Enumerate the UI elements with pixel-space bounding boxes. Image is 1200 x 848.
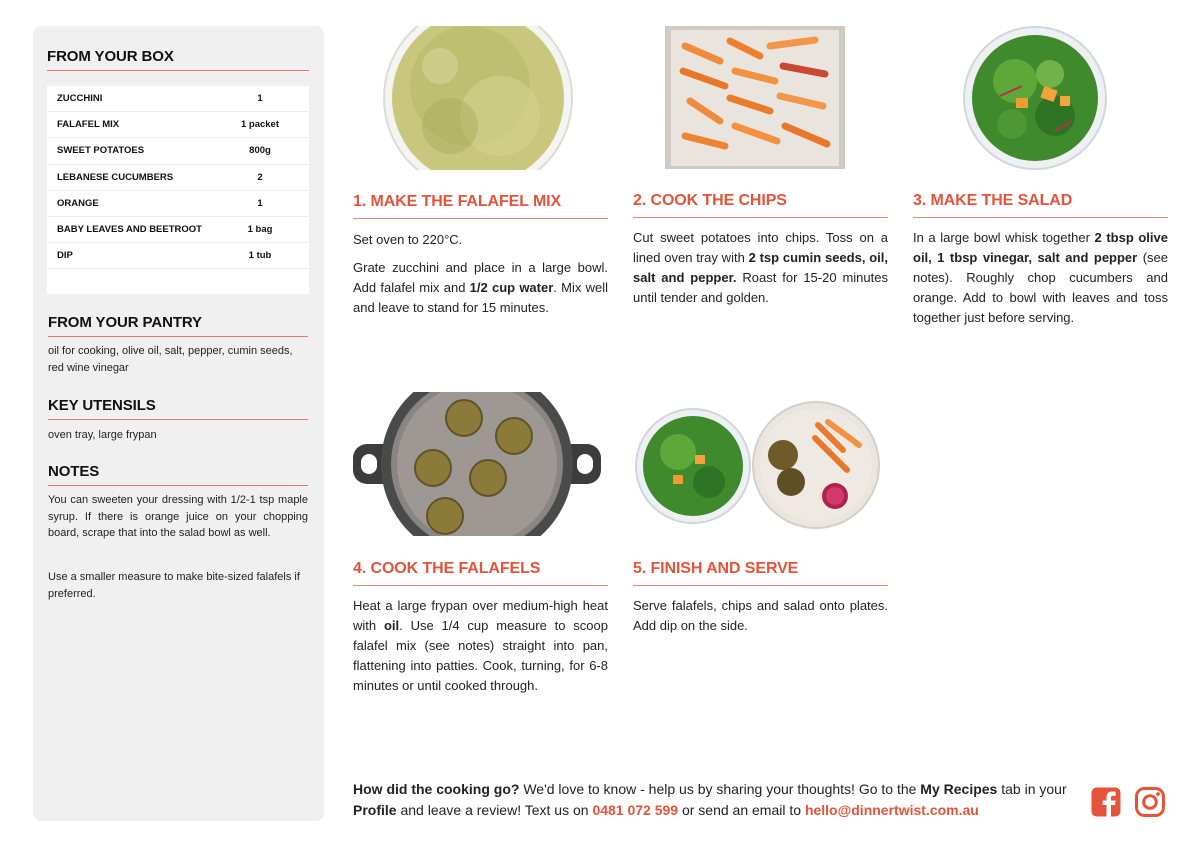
box-title: FROM YOUR BOX: [47, 48, 174, 65]
text: Roast for 15-20 minutes until tender and golden.: [633, 270, 888, 305]
step-5-p: Serve falafels, chips and salad onto plates. Add dip on the side.: [633, 598, 888, 633]
item-name: FALAFEL MIX: [57, 119, 120, 131]
divider: [47, 70, 309, 71]
step-1-p2: [353, 258, 608, 318]
text: Heat a large frypan over medium-high heat with: [353, 598, 608, 633]
sidebar: [33, 26, 324, 821]
step-1-p1: Set oven to 220°C.: [353, 232, 463, 247]
table-row: [47, 165, 309, 191]
bold-text: 2 tbsp olive oil, 1 tbsp vinegar, salt and pepper: [913, 230, 1168, 265]
text: tab in your: [997, 781, 1067, 797]
utensils-title: KEY UTENSILS: [48, 397, 156, 414]
facebook-icon[interactable]: [1090, 786, 1122, 818]
item-name: SWEET POTATOES: [57, 145, 145, 157]
step-4-title: 4. COOK THE FALAFELS: [353, 560, 541, 577]
divider: [48, 485, 308, 486]
bold-text: 1/2 cup water: [469, 280, 554, 295]
text: Cut sweet potatoes into chips. Toss on a lined oven tray with: [633, 230, 888, 265]
divider: [913, 217, 1168, 218]
salad-bowl-image: [960, 26, 1110, 170]
text: . Mix well and leave to stand for 15 minutes.: [353, 280, 608, 315]
step-4-text: [353, 596, 608, 704]
item-name: BABY LEAVES AND BEETROOT: [57, 224, 202, 236]
utensils-text: oven tray, large frypan: [48, 429, 157, 441]
bold-text: oil: [383, 618, 400, 633]
text: or send an email to: [678, 802, 805, 818]
pantry-title: FROM YOUR PANTRY: [48, 314, 202, 331]
box-items-table: [47, 86, 309, 294]
item-qty: 1: [257, 197, 263, 209]
step-5-title: 5. FINISH AND SERVE: [633, 560, 799, 577]
my-recipes-link[interactable]: My Recipes: [920, 781, 998, 797]
divider: [48, 336, 308, 337]
item-qty: 1: [257, 93, 263, 105]
notes-title: NOTES: [48, 463, 100, 480]
item-qty: 800g: [249, 145, 271, 157]
bold-text: 2 tsp cumin seeds, oil, salt and pepper.: [633, 250, 888, 285]
table-row: [47, 112, 309, 138]
item-name: ORANGE: [57, 197, 99, 209]
profile-link[interactable]: Profile: [353, 802, 397, 818]
text: . Use 1/4 cup measure to scoop falafel mix (see notes) straight into pan, flattening into patties. Cook, turning, for 6-8 minutes or until cooked through.: [353, 618, 608, 693]
frypan-image: [353, 392, 601, 536]
text: and leave a review! Text us on: [396, 802, 593, 818]
step-5-text: [633, 596, 888, 644]
text: (see notes). Roughly chop cucumbers and orange. Add to bowl with leaves and toss together just before serving.: [913, 250, 1168, 325]
item-qty: 2: [257, 171, 263, 183]
divider: [633, 585, 888, 586]
phone-link[interactable]: 0481 072 599: [592, 802, 679, 818]
text: In a large bowl whisk together: [913, 230, 1095, 245]
table-row: [47, 191, 309, 217]
step-1-title: 1. MAKE THE FALAFEL MIX: [353, 193, 562, 210]
pantry-text: oil for cooking, olive oil, salt, pepper, cumin seeds, red wine vinegar: [48, 345, 293, 374]
chips-tray-image: [665, 26, 845, 169]
serve-plates-image: [633, 400, 883, 530]
item-qty: 1 packet: [240, 119, 280, 131]
step-2-p: [633, 228, 888, 308]
divider: [48, 419, 308, 420]
text: Grate zucchini and place in a large bowl. Add falafel mix and: [353, 260, 608, 295]
divider: [353, 218, 608, 219]
divider: [633, 217, 888, 218]
falafel-mix-image: [370, 26, 590, 170]
note-2: Use a smaller measure to make bite-sized falafels if preferred.: [48, 571, 300, 600]
step-4-p: [353, 596, 608, 696]
footer-question: How did the cooking go?: [353, 781, 520, 797]
step-3-text: [913, 228, 1168, 336]
step-3-title: 3. MAKE THE SALAD: [913, 192, 1073, 209]
feedback-footer: [353, 779, 1073, 821]
email-link[interactable]: hello@dinnertwist.com.au: [804, 802, 979, 818]
note-1: You can sweeten your dressing with 1/2-1 tsp maple syrup. If there is orange juice on your chopping board, scrape that into the salad bowl as well.: [48, 494, 308, 539]
item-name: LEBANESE CUCUMBERS: [57, 171, 174, 183]
step-1-text: [353, 230, 608, 326]
item-name: ZUCCHINI: [57, 93, 103, 105]
item-qty: 1 tub: [248, 250, 272, 262]
instagram-icon[interactable]: [1134, 786, 1166, 818]
step-2-text: [633, 228, 888, 316]
step-2-title: 2. COOK THE CHIPS: [633, 192, 787, 209]
divider: [353, 585, 608, 586]
table-row: [47, 217, 309, 243]
text: We'd love to know - help us by sharing your thoughts! Go to the: [519, 781, 921, 797]
table-row: [47, 243, 309, 269]
step-3-p: [913, 228, 1168, 328]
table-row: [47, 86, 309, 112]
item-name: DIP: [57, 250, 73, 262]
table-row: [47, 138, 309, 164]
item-qty: 1 bag: [247, 224, 273, 236]
